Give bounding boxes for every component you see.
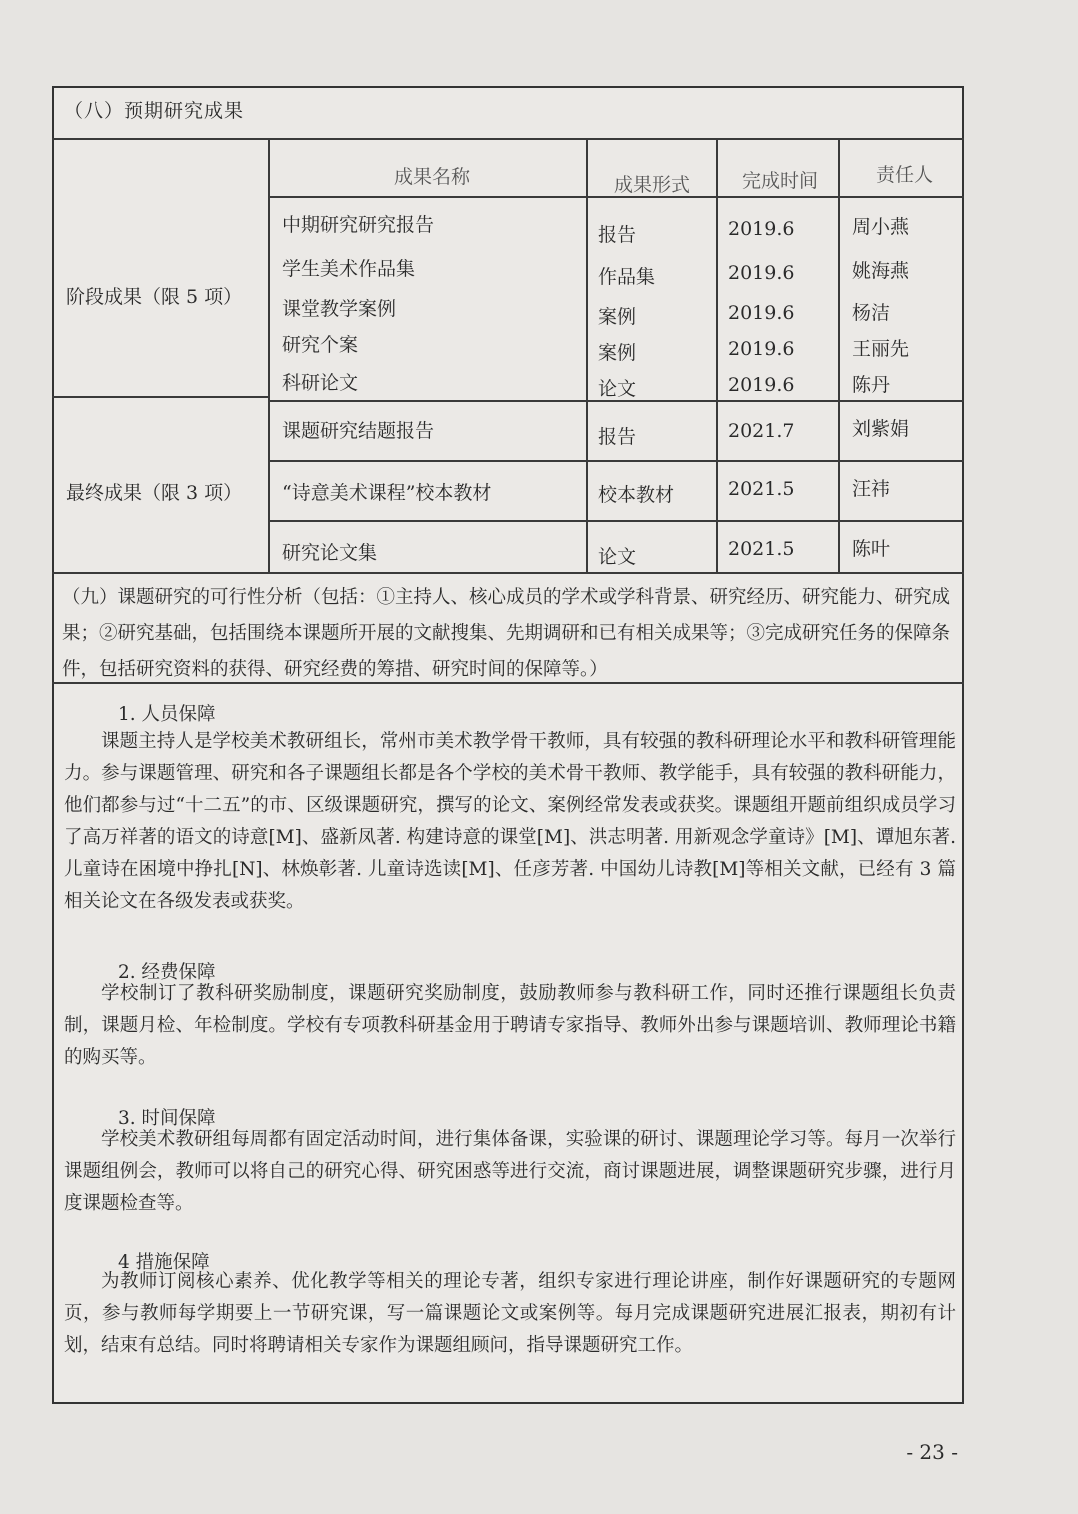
time-col-line bbox=[716, 138, 718, 572]
stage-row-person: 杨洁 bbox=[852, 302, 891, 324]
final-row1-line bbox=[268, 460, 964, 462]
subheading-time: 3. 时间保障 bbox=[118, 1108, 216, 1129]
stage-row-form: 论文 bbox=[598, 378, 637, 400]
stage-row-person: 陈丹 bbox=[852, 374, 891, 396]
stage-row-form: 作品集 bbox=[598, 266, 656, 288]
table-top-line bbox=[52, 138, 964, 140]
final-row-name: 课题研究结题报告 bbox=[282, 420, 435, 442]
section8-title: （八）预期研究成果 bbox=[64, 100, 245, 122]
final-row-person: 陈叶 bbox=[852, 538, 891, 560]
stage-row-form: 报告 bbox=[598, 224, 637, 246]
header-person: 责任人 bbox=[876, 164, 934, 186]
paragraph-personnel: 课题主持人是学校美术教研组长，常州市美术教学骨干教师，具有较强的教科研理论水平和教科研管理能力。参与课题管理、研究和各子课题组长都是各个学校的美术骨干教师、教学能手，具有较强的教科研能力，他们都参与过“十二五”的市、区级课题研究，撰写的论文、案例经常发表或获奖。课题组开题前组织成员学习了高万祥著的语文的诗意[M]、盛新凤著. 构建诗意的课堂[M]、洪志明著. 用新观念学童诗》[M]、谭旭东著. 儿童诗在困境中挣扎[N]、林焕彰著. 儿童诗选读[M]、任彦芳著. 中国幼儿诗教[M]等相关文献，已经有 3 篇相关论文在各级发表或获奖。 bbox=[64, 731, 956, 912]
final-row-time: 2021.5 bbox=[728, 538, 795, 560]
stage-row-time: 2019.6 bbox=[728, 262, 795, 284]
stage-row-name: 学生美术作品集 bbox=[282, 258, 416, 280]
paragraph-funding: 学校制订了教科研奖励制度，课题研究奖励制度，鼓励教师参与教科研工作，同时还推行课题组长负责制，课题月检、年检制度。学校有专项教科研基金用于聘请专家指导、教师外出参与课题培训、教师理论书籍的购买等。 bbox=[64, 983, 956, 1068]
final-row-time: 2021.5 bbox=[728, 478, 795, 500]
stage-row-name: 中期研究研究报告 bbox=[282, 214, 435, 236]
label-col-line bbox=[268, 138, 270, 572]
final-row-form: 校本教材 bbox=[598, 484, 675, 506]
subheading-measures: 4 措施保障 bbox=[118, 1252, 210, 1273]
stage-label: 阶段成果（限 5 项） bbox=[66, 286, 243, 308]
stage-row-person: 周小燕 bbox=[852, 216, 910, 238]
paragraph-time: 学校美术教研组每周都有固定活动时间，进行集体备课，实验课的研讨、课题理论学习等。每月一次举行课题组例会，教师可以将自己的研究心得、研究困惑等进行交流，商讨课题进展，调整课题研究步骤，进行月度课题检查等。 bbox=[64, 1129, 956, 1214]
stage-row-form: 案例 bbox=[598, 306, 637, 328]
stage-row-name: 科研论文 bbox=[282, 372, 359, 394]
subheading-personnel: 1. 人员保障 bbox=[118, 704, 216, 725]
final-row-person: 刘紫娟 bbox=[852, 418, 910, 440]
final-row-form: 报告 bbox=[598, 426, 637, 448]
stage-row-time: 2019.6 bbox=[728, 374, 795, 396]
table-bottom-line bbox=[52, 572, 964, 574]
stage-row-person: 王丽先 bbox=[852, 338, 910, 360]
subheading-funding: 2. 经费保障 bbox=[118, 962, 216, 983]
paragraph-measures: 为教师订阅核心素养、优化教学等相关的理论专著，组织专家进行理论讲座，制作好课题研究的专题网页，参与教师每学期要上一节研究课，写一篇课题论文或案例等。每月完成课题研究进展汇报表，期初有计划，结束有总结。同时将聘请相关专家作为课题组顾问，指导课题研究工作。 bbox=[64, 1271, 956, 1356]
stage-row-name: 研究个案 bbox=[282, 334, 359, 356]
final-row2-line bbox=[268, 520, 964, 522]
stage-final-divider bbox=[52, 396, 268, 398]
header-time: 完成时间 bbox=[742, 170, 819, 192]
form-col-line bbox=[586, 138, 588, 572]
header-name: 成果名称 bbox=[394, 166, 471, 188]
final-row-name: 研究论文集 bbox=[282, 542, 378, 564]
stage-row-time: 2019.6 bbox=[728, 218, 795, 240]
final-row-person: 汪祎 bbox=[852, 478, 891, 500]
stage-row-person: 姚海燕 bbox=[852, 260, 910, 282]
person-col-line bbox=[838, 138, 840, 572]
page-number: - 23 - bbox=[906, 1440, 958, 1464]
header-form: 成果形式 bbox=[614, 174, 691, 196]
final-row-time: 2021.7 bbox=[728, 420, 795, 442]
stage-row-time: 2019.6 bbox=[728, 338, 795, 360]
section9-title: （九）课题研究的可行性分析（包括：①主持人、核心成员的学术或学科背景、研究经历、研究能力、研究成果；②研究基础，包括围绕本课题所开展的文献搜集、先期调研和已有相关成果等；③完成研究任务的保障条件，包括研究资料的获得、研究经费的筹措、研究时间的保障等。） bbox=[62, 587, 951, 680]
stage-row-form: 案例 bbox=[598, 342, 637, 364]
stage-row-time: 2019.6 bbox=[728, 302, 795, 324]
stage-row-name: 课堂教学案例 bbox=[282, 298, 397, 320]
final-row-form: 论文 bbox=[598, 546, 637, 568]
final-label: 最终成果（限 3 项） bbox=[66, 482, 243, 504]
final-row-name: “诗意美术课程”校本教材 bbox=[282, 482, 492, 504]
